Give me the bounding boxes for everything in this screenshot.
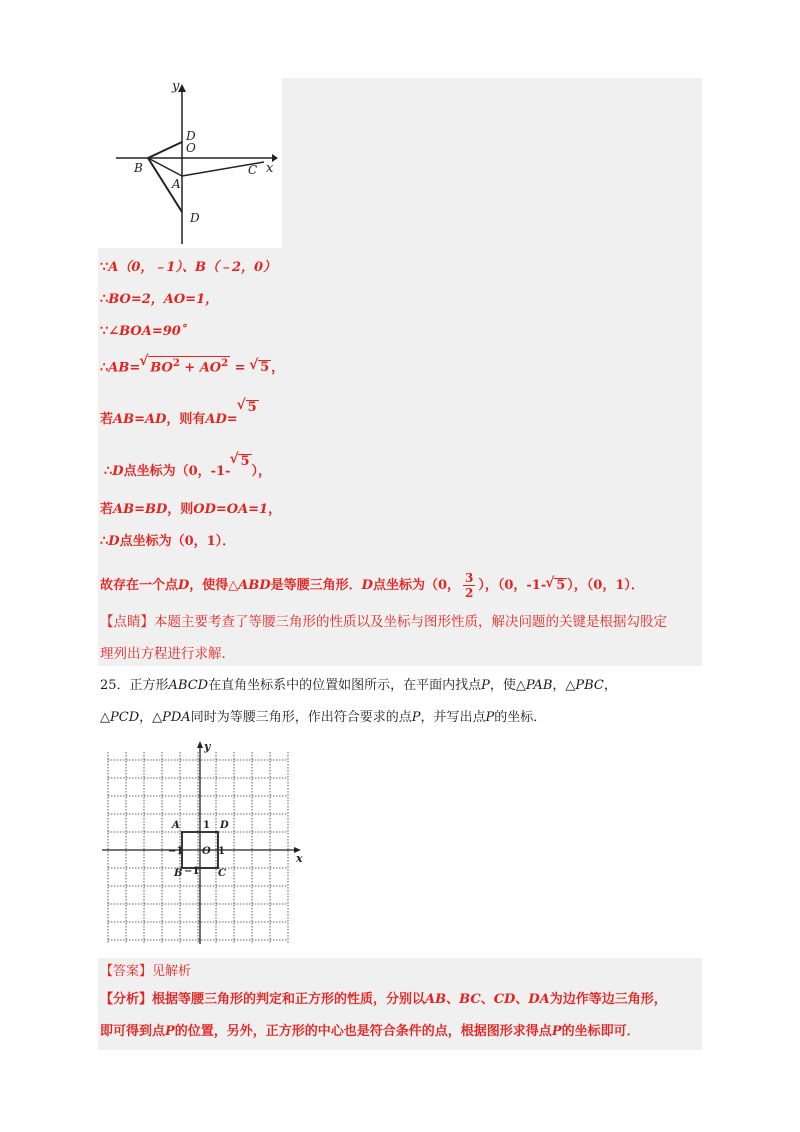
abcd-label: ABCD — [168, 678, 209, 693]
point-d: D — [178, 578, 190, 593]
fig2-label-x: x — [296, 852, 303, 865]
q-text: ， — [603, 678, 617, 693]
point-d: D — [361, 578, 373, 593]
fig2-label-A: A — [172, 820, 180, 831]
solution-line-8 — [100, 532, 235, 552]
pab-label: PAB — [525, 678, 553, 693]
fig2-label-1-top: 1 — [203, 820, 210, 831]
exponent: 2 — [221, 358, 229, 369]
pda-label: PDA — [162, 710, 191, 725]
ad-label: AD= — [205, 412, 238, 427]
coord-text: 点坐标为（0，-1- — [123, 464, 231, 479]
od-oa: OD=OA=1 — [193, 502, 269, 517]
solution-line-7 — [100, 500, 281, 520]
q-text: ，使△ — [489, 678, 526, 693]
abd-label: ABD — [238, 578, 271, 593]
radicand: 5 — [556, 578, 566, 593]
fig1-label-x: x — [266, 161, 274, 176]
fig1-label-C: C — [248, 163, 258, 177]
figure-1 — [98, 78, 282, 248]
cd-label: CD — [493, 992, 516, 1007]
then-text: ，则有 — [166, 412, 206, 427]
an-text: 【分析】根据等腰三角形的判定和正方形的性质，分别以 — [100, 992, 426, 1007]
fig1-label-A: A — [172, 177, 181, 191]
fig2-label-C: C — [218, 868, 226, 879]
denominator: 2 — [465, 586, 474, 600]
fig2-label-neg1-bottom: −1 — [184, 866, 200, 877]
therefore-symbol: ∴ — [104, 464, 113, 479]
coord-close: ）， — [251, 464, 272, 479]
equals: = — [230, 360, 251, 376]
grid-lines — [108, 752, 288, 944]
ab-ad: AB=AD — [113, 412, 167, 427]
question-25-line-2 — [100, 708, 546, 728]
sqrt-five — [238, 454, 251, 469]
because-symbol: ∵ — [100, 260, 109, 275]
ao-term: + AO — [179, 360, 222, 376]
bc-label: BC — [459, 992, 481, 1007]
point-p: P — [411, 710, 421, 725]
solution-line-4 — [100, 356, 284, 378]
coordinates-text: A（0，﹣1）、B（﹣2，0） — [108, 260, 277, 275]
ab-label: AB — [425, 992, 447, 1007]
analysis-line-1 — [100, 990, 667, 1010]
fig1-label-D-top: D — [186, 129, 196, 143]
fig1-label-D-bottom: D — [190, 211, 200, 225]
radicand: 5 — [240, 454, 250, 469]
question-25-line-1 — [100, 676, 617, 696]
an-text: 为边作等边三角形， — [549, 992, 667, 1007]
q-text: 25．正方形 — [100, 678, 169, 693]
fig1-label-y: y — [172, 79, 180, 94]
da-label: DA — [528, 992, 550, 1007]
fig2-label-D: D — [220, 820, 229, 831]
q-text: ，△ — [552, 678, 576, 693]
solution-line-6 — [104, 454, 272, 482]
ab-bd: AB=BD — [113, 502, 168, 517]
fig1-label-O: O — [186, 141, 196, 155]
q-text: 在直角坐标系中的位置如图所示，在平面内找点 — [208, 678, 482, 693]
radicand: 5 — [247, 400, 257, 415]
fig2-label-O: O — [202, 846, 211, 857]
point-p: P — [551, 1024, 562, 1039]
triangle-text: ，使得△ — [189, 578, 239, 593]
fig2-y-arrow — [197, 741, 203, 748]
sqrt-five — [258, 360, 271, 375]
bo-term: BO — [150, 360, 173, 376]
if-text: 若 — [100, 502, 114, 517]
angle-text: ∠BOA=90゜ — [108, 324, 194, 339]
exponent: 2 — [172, 358, 180, 369]
q-text: ，△ — [139, 710, 163, 725]
fig2-label-y: y — [204, 740, 211, 753]
an-text: 的坐标即可． — [561, 1024, 640, 1039]
answer-line: 【答案】见解析 — [100, 964, 192, 979]
q-text: 同时为等腰三角形，作出符合要求的点 — [190, 710, 412, 725]
sqrt-five — [554, 578, 567, 593]
then-text: ，则 — [167, 502, 194, 517]
numerator: 3 — [465, 571, 474, 585]
therefore-symbol: ∴ — [100, 292, 109, 307]
because-symbol: ∵ — [100, 324, 109, 339]
an-text: 的位置，另外，正方形的中心也是符合条件的点，根据图形求得点 — [174, 1024, 552, 1039]
therefore-symbol: ∴ — [100, 360, 109, 376]
fig1-label-B: B — [134, 161, 143, 175]
comma: ， — [271, 360, 285, 376]
lengths-text: BO=2，AO=1， — [108, 292, 219, 307]
point-p: P — [165, 1024, 175, 1039]
solution-line-2 — [100, 290, 218, 310]
radicand: 5 — [260, 360, 270, 376]
analysis-line-2 — [100, 1022, 640, 1042]
fig2-label-1-right: 1 — [218, 846, 225, 857]
solution-line-5 — [100, 400, 259, 430]
figure-2-grid — [98, 740, 308, 946]
sep: 、 — [446, 992, 460, 1007]
pbc-label: PBC — [575, 678, 604, 693]
point-d: D — [112, 464, 124, 479]
comma: ， — [268, 502, 282, 517]
if-text: 若 — [100, 412, 114, 427]
sqrt-five — [246, 400, 259, 415]
pcd-label: PCD — [110, 710, 140, 725]
comment-line-2: 理列出方程进行求解． — [100, 646, 235, 662]
sqrt-expression — [148, 356, 230, 375]
sep: 、 — [480, 992, 494, 1007]
fig1-seg-BD-top — [148, 142, 182, 158]
q-text: ，并写出点 — [420, 710, 486, 725]
solution-line-1 — [100, 258, 276, 278]
therefore-symbol: ∴ — [100, 534, 109, 549]
comment-line-1: 【点睛】本题主要考查了等腰三角形的性质以及坐标与图形性质，解决问题的关键是根据勾股定 — [100, 614, 667, 630]
ab-label: AB= — [108, 360, 141, 376]
solution-line-3 — [100, 322, 194, 342]
coord-text: 点坐标为（0，1）． — [119, 534, 236, 549]
coord-text: ），（0，1）． — [567, 578, 644, 593]
fig2-label-neg1-left: −1 — [168, 846, 184, 857]
coord-text: 点坐标为（0， — [372, 578, 460, 593]
coord-text: ），（0，-1- — [478, 578, 547, 593]
point-d: D — [108, 534, 120, 549]
q-text: △ — [100, 710, 110, 725]
fig2-label-B: B — [174, 868, 183, 879]
exists-text: 故存在一个点 — [100, 578, 179, 593]
q-text: 的坐标． — [494, 710, 547, 725]
solution-line-9 — [100, 566, 644, 606]
fraction-three-halves — [463, 571, 475, 600]
isosceles-text: 是等腰三角形． — [270, 578, 362, 593]
an-text: 即可得到点 — [100, 1024, 166, 1039]
point-p: P — [485, 710, 495, 725]
sep: 、 — [515, 992, 529, 1007]
point-p: P — [481, 678, 490, 693]
